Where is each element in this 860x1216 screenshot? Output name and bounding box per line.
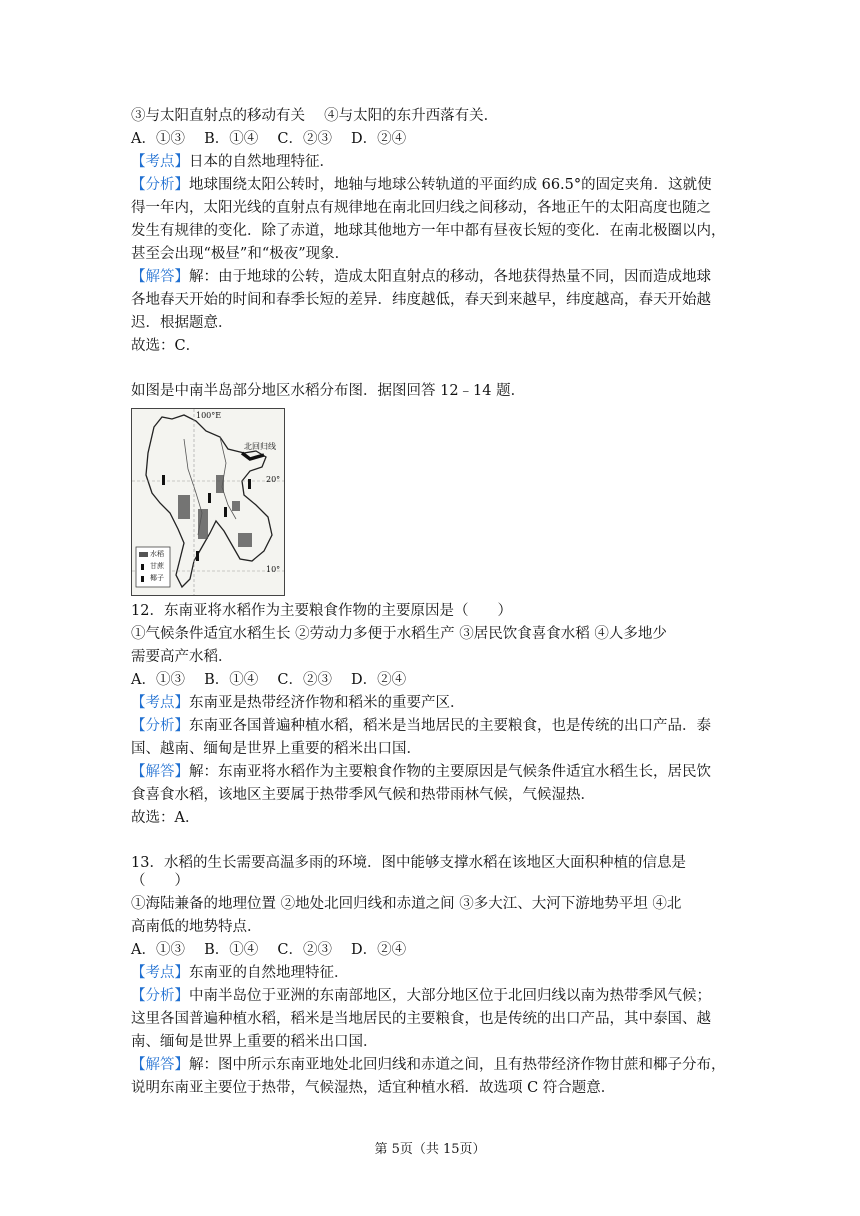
text-line: 迟．根据题意． xyxy=(131,315,233,331)
jieda-text: 解：图中所示东南亚地处北回归线和赤道之间，且有热带经济作物甘蔗和椰子分布， xyxy=(189,1057,726,1073)
text-line: 得一年内，太阳光线的直射点有规律地在南北回归线之间移动，各地正午的太阳高度也随之 xyxy=(131,200,711,216)
map-lat-10-label: 10° xyxy=(266,565,281,574)
fenxi-text: 东南亚各国普遍种植水稻，稻米是当地居民的主要粮食，也是传统的出口产品．泰 xyxy=(189,718,711,734)
question-13: 13．水稻的生长需要高温多雨的环境．图中能够支撑水稻在该地区大面积种植的信息是 xyxy=(131,855,686,871)
map-longitude-label: 100°E xyxy=(196,411,222,420)
jieda-tag: 【解答】 xyxy=(131,269,189,285)
map-legend-rice: 水稻 xyxy=(150,550,164,558)
answer-options: A．①③ B．①④ C．②③ D．②④ xyxy=(131,131,407,147)
text-line: 食喜食水稻，该地区主要属于热带季风气候和热带雨林气候，气候湿热． xyxy=(131,787,595,803)
kaodian-line xyxy=(131,962,349,984)
page-footer: 第 5页（共 15页） xyxy=(374,1142,486,1157)
text-line: 南、缅甸是世界上重要的稻米出口国． xyxy=(131,1034,378,1050)
kaodian-text: 东南亚是热带经济作物和稻米的重要产区． xyxy=(189,695,465,711)
map-legend-sugarcane: 甘蔗 xyxy=(150,562,164,570)
text-line: 国、越南、缅甸是世界上重要的稻米出口国． xyxy=(131,741,421,757)
map-legend-coconut: 椰子 xyxy=(150,574,164,582)
text-line: 各地春天开始的时间和春季长短的差异．纬度越低，春天到来越早，纬度越高，春天开始越 xyxy=(131,292,711,308)
map-lat-20-label: 20° xyxy=(266,475,281,484)
jieda-text: 解：由于地球的公转，造成太阳直射点的移动，各地获得热量不同，因而造成地球 xyxy=(189,269,711,285)
question-13-choices: ①海陆兼备的地理位置 ②地处北回归线和赤道之间 ③多大江、大河下游地势平坦 ④北 xyxy=(131,896,682,912)
answer-options: A．①③ B．①④ C．②③ D．②④ xyxy=(131,672,407,688)
jieda-line xyxy=(131,761,711,783)
kaodian-line xyxy=(131,151,334,173)
kaodian-line xyxy=(131,692,465,714)
fenxi-text: 中南半岛位于亚洲的东南部地区，大部分地区位于北回归线以南为热带季风气候； xyxy=(189,988,711,1004)
jieda-line xyxy=(131,1054,726,1076)
fenxi-line xyxy=(131,985,711,1007)
question-intro: 如图是中南半岛部分地区水稻分布图．据图回答 12﹣14 题． xyxy=(131,383,526,399)
jieda-text: 解：东南亚将水稻作为主要粮食作物的主要原因是气候条件适宜水稻生长，居民饮 xyxy=(189,764,711,780)
text-line: 高南低的地势特点． xyxy=(131,919,262,935)
text-line: 这里各国普遍种植水稻，稻米是当地居民的主要粮食，也是传统的出口产品，其中泰国、越 xyxy=(131,1011,711,1027)
fenxi-line xyxy=(131,715,711,737)
text-line: 需要高产水稻． xyxy=(131,649,233,665)
text-line: 说明东南亚主要位于热带，气候湿热，适宜种植水稻．故选项 C 符合题意． xyxy=(131,1080,616,1096)
rice-distribution-map xyxy=(131,408,285,596)
fenxi-tag: 【分析】 xyxy=(131,718,189,734)
fenxi-line xyxy=(131,174,712,196)
jieda-tag: 【解答】 xyxy=(131,764,189,780)
question-13-blank: （ ） xyxy=(131,873,189,889)
kaodian-tag: 【考点】 xyxy=(131,154,189,170)
option-line: ③与太阳直射点的移动有关 ④与太阳的东升西落有关． xyxy=(131,108,499,124)
answer-line: 故选：A． xyxy=(131,810,200,826)
text-line: 甚至会出现“极昼”和“极夜”现象． xyxy=(131,246,350,262)
text-line: 发生有规律的变化．除了赤道，地球其他地方一年中都有昼夜长短的变化．在南北极圈以内， xyxy=(131,223,726,239)
jieda-line xyxy=(131,266,711,288)
fenxi-tag: 【分析】 xyxy=(131,177,189,193)
map-place-label: 北回归线 xyxy=(244,442,276,451)
jieda-tag: 【解答】 xyxy=(131,1057,189,1073)
question-12-choices: ①气候条件适宜水稻生长 ②劳动力多便于水稻生产 ③居民饮食喜食水稻 ④人多地少 xyxy=(131,626,667,642)
kaodian-tag: 【考点】 xyxy=(131,695,189,711)
kaodian-text: 日本的自然地理特征． xyxy=(189,154,334,170)
fenxi-tag: 【分析】 xyxy=(131,988,189,1004)
question-12: 12．东南亚将水稻作为主要粮食作物的主要原因是（ ） xyxy=(131,603,512,619)
kaodian-tag: 【考点】 xyxy=(131,965,189,981)
answer-options: A．①③ B．①④ C．②③ D．②④ xyxy=(131,942,407,958)
fenxi-text: 地球围绕太阳公转时，地轴与地球公转轨道的平面约成 66.5°的固定夹角．这就使 xyxy=(189,177,712,193)
kaodian-text: 东南亚的自然地理特征． xyxy=(189,965,349,981)
answer-line: 故选：C． xyxy=(131,338,201,354)
